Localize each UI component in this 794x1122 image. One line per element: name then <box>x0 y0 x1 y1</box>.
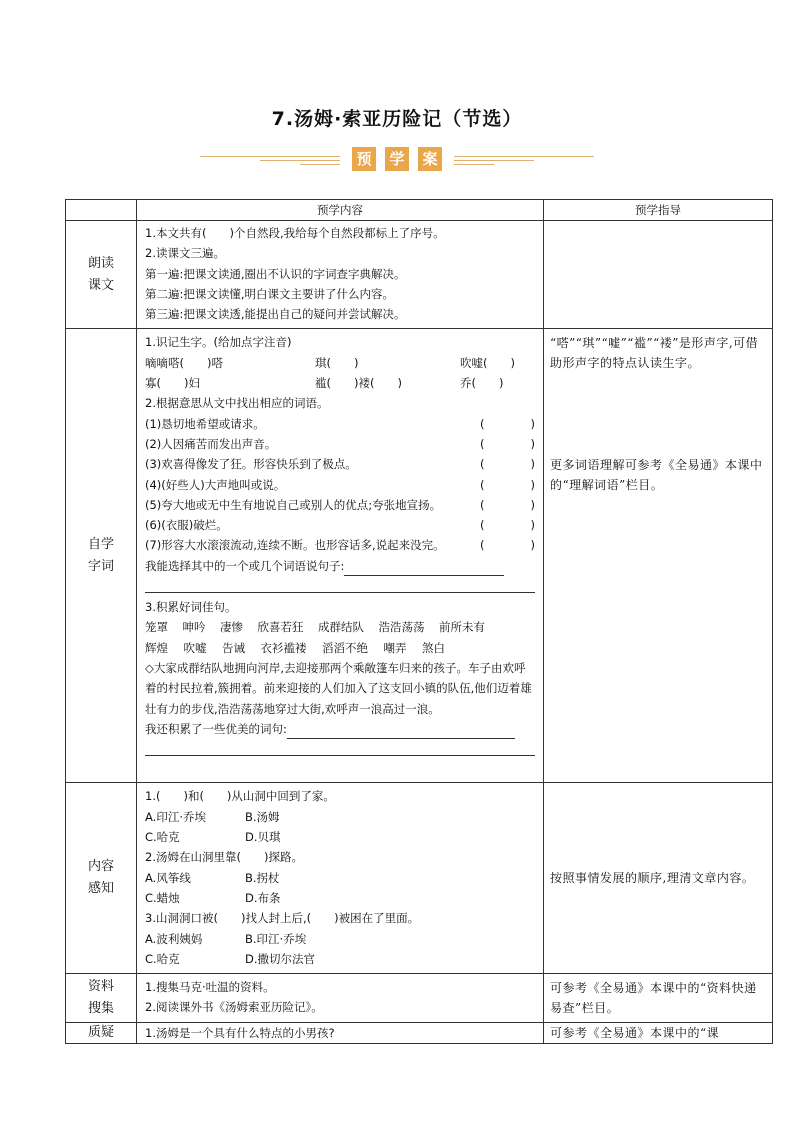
guide-cell <box>544 783 773 974</box>
guide-cell <box>544 221 773 329</box>
word-row: 笼罩 呻吟 凄惨 欣喜若狂 成群结队 浩浩荡荡 前所未有 <box>145 620 485 635</box>
question: 2.汤姆在山洞里靠( )探路。 <box>145 850 303 865</box>
question: 3.山洞洞口被( )找人封上后,( )被困在了里面。 <box>145 911 420 926</box>
definition-row: (3)欢喜得像发了狂。形容快乐到了极点。 ( ) <box>145 457 535 472</box>
table-row-reading <box>66 221 773 329</box>
table-row-material <box>66 974 773 1023</box>
definition-row: (1)恳切地希望或请求。 ( ) <box>145 416 535 431</box>
header-content: 预学内容 <box>137 200 544 221</box>
answer-line[interactable] <box>344 561 504 576</box>
content-cell <box>137 974 544 1023</box>
option-row: A.印江·乔埃 B.汤姆 <box>145 809 280 824</box>
table-row-vocab <box>66 329 773 783</box>
text-line: 2.读课文三遍。 <box>145 246 225 261</box>
word-row: 辉煌 吹嘘 告诫 衣衫褴褛 滔滔不绝 嘲弄 煞白 <box>145 640 445 655</box>
text-line: 2.阅读课外书《汤姆索亚历险记》。 <box>145 1000 323 1015</box>
table-row-content <box>66 783 773 974</box>
page-title: 7.汤姆·索亚历险记（节选） <box>271 108 523 130</box>
text-line: 1.搜集马克·吐温的资料。 <box>145 980 275 995</box>
guide-text: 更多词语理解可参考《全易通》本课中的“理解词语”栏目。 <box>550 458 763 493</box>
text-line: 第二遍:把课文读懂,明白课文主要讲了什么内容。 <box>145 286 395 301</box>
option-row: C.哈克 D.贝琪 <box>145 830 281 845</box>
content-cell <box>137 329 544 783</box>
answer-line[interactable] <box>145 576 535 593</box>
guide-text: “嗒”“琪”“嘘”“褴”“褛”是形声字,可借助形声字的特点认读生字。 <box>550 336 759 371</box>
definition-row: (6)(衣服)破烂。 ( ) <box>145 518 535 533</box>
guide-text: 按照事情发展的顺序,理清文章内容。 <box>550 871 755 886</box>
text-line: 1.本文共有( )个自然段,我给每个自然段都标上了序号。 <box>145 226 445 240</box>
section-title: 2.根据意思从文中找出相应的词语。 <box>145 396 329 411</box>
section-title: 1.识记生字。(给加点字注音) <box>145 335 292 350</box>
guide-text: 可参考《全易通》本课中的“资料快递易查”栏目。 <box>550 981 757 1016</box>
section-title: 3.积累好词佳句。 <box>145 600 237 615</box>
text-line: 第三遍:把课文读透,能提出自己的疑问并尝试解决。 <box>145 307 406 322</box>
study-table <box>65 199 773 1044</box>
definition-row: (7)形容大水滚滚流动,连续不断。也形容话多,说起来没完。 ( ) <box>145 538 535 553</box>
question: 1.( )和( )从山洞中回到了家。 <box>145 789 335 804</box>
banner-char: 案 <box>418 147 442 171</box>
text-line: 第一遍:把课文读通,圈出不认识的字词查字典解决。 <box>145 266 406 281</box>
category-cell: 自学 字词 <box>66 329 137 783</box>
section-banner <box>200 145 594 175</box>
content-cell <box>137 1023 544 1044</box>
category-cell: 质疑 <box>66 1023 137 1044</box>
text-line: 1.汤姆是一个具有什么特点的小男孩? <box>145 1026 335 1041</box>
category-cell: 内容 感知 <box>66 783 137 974</box>
sample-passage: ◇大家成群结队地拥向河岸,去迎接那两个乘敞篷车归来的孩子。车子由欢呼着的村民拉着,簇拥着。前来迎接的人们加入了这支回小镇的队伍,他们迈着雄壮有力的步伐,浩浩荡荡地穿过大街,欢呼声一浪高过一浪。 <box>145 660 532 716</box>
option-row: A.风筝线 B.拐杖 <box>145 870 280 885</box>
content-cell <box>137 783 544 974</box>
category-cell: 朗读 课文 <box>66 221 137 329</box>
header-corner <box>66 200 137 221</box>
definition-row: (2)人因痛苦而发出声音。 ( ) <box>145 436 535 451</box>
header-guide: 预学指导 <box>544 200 773 221</box>
content-cell <box>137 221 544 329</box>
answer-line[interactable] <box>287 724 515 739</box>
guide-text: 可参考《全易通》本课中的“课 <box>550 1026 720 1041</box>
option-row: C.蜡烛 D.布条 <box>145 890 281 905</box>
guide-cell <box>544 974 773 1023</box>
char-row: 嘀嘀嗒( )嗒 琪( ) 吹嘘( ) <box>145 355 515 370</box>
category-cell: 资料 搜集 <box>66 974 137 1023</box>
banner-char: 学 <box>385 147 409 171</box>
definition-row: (4)(好些人)大声地叫或说。 ( ) <box>145 477 535 492</box>
table-header-row <box>66 200 773 221</box>
option-row: C.哈克 D.撒切尔法官 <box>145 951 316 966</box>
answer-line[interactable] <box>145 739 535 756</box>
table-row-question <box>66 1023 773 1044</box>
guide-cell <box>544 1023 773 1044</box>
banner-char: 预 <box>352 147 376 171</box>
accumulate-prompt: 我还积累了一些优美的词句: <box>145 719 535 739</box>
guide-cell <box>544 329 773 783</box>
option-row: A.波利姨妈 B.印江·乔埃 <box>145 931 307 946</box>
definition-row: (5)夸大地或无中生有地说自己或别人的优点;夸张地宣扬。 ( ) <box>145 497 535 512</box>
char-row: 寡( )妇 褴( )褛( ) 乔( ) <box>145 376 504 391</box>
sentence-prompt: 我能选择其中的一个或几个词语说句子: <box>145 556 535 576</box>
